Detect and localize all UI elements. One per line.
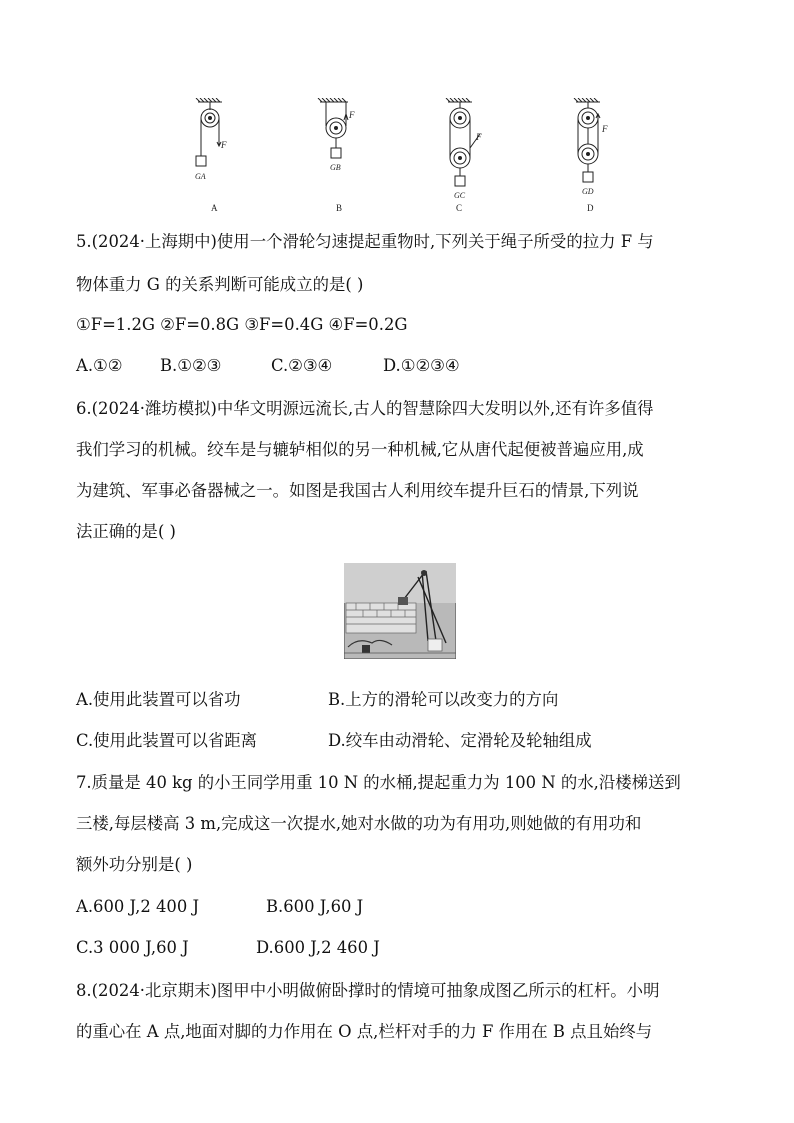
pulley-b <box>318 98 348 158</box>
q5-option-d: D.①②③④ <box>383 356 460 375</box>
pulley-a <box>196 98 222 166</box>
q8-stem-line2: 的重心在 A 点,地面对脚的力作用在 O 点,栏杆对手的力 F 作用在 B 点且始终与 <box>76 1022 653 1041</box>
q7-option-a: A.600 J,2 400 J <box>76 897 200 916</box>
q6-option-a: A.使用此装置可以省功 <box>76 690 241 709</box>
force-label-d: F <box>602 124 608 134</box>
figure-label-b: B <box>336 203 343 213</box>
q5-option-c: C.②③④ <box>271 356 333 375</box>
q6-option-d: D.绞车由动滑轮、定滑轮及轮轴组成 <box>328 731 592 750</box>
q5-stem-line2: 物体重力 G 的关系判断可能成立的是( ) <box>76 275 364 294</box>
figure-label-d: D <box>587 203 594 213</box>
q7-stem-line2: 三楼,每层楼高 3 m,完成这一次提水,她对水做的功为有用功,则她做的有用功和 <box>76 814 642 833</box>
figure-label-a: A <box>211 203 218 213</box>
figure-label-c: C <box>456 203 463 213</box>
pulley-diagram-figure <box>170 98 630 218</box>
weight-label-c: GC <box>454 191 466 200</box>
q6-stem-line1: 6.(2024·潍坊模拟)中华文明源远流长,古人的智慧除四大发明以外,还有许多值得 <box>76 399 654 418</box>
pulley-c <box>446 98 480 186</box>
q5-conditions: ①F=1.2G ②F=0.8G ③F=0.4G ④F=0.2G <box>76 315 408 334</box>
q6-option-b: B.上方的滑轮可以改变力的方向 <box>328 690 559 709</box>
q6-option-c: C.使用此装置可以省距离 <box>76 731 258 750</box>
q5-option-b: B.①②③ <box>160 356 222 375</box>
force-label-c: F <box>476 132 482 142</box>
q7-stem-line3: 额外功分别是( ) <box>76 855 193 874</box>
q5-stem-line1: 5.(2024·上海期中)使用一个滑轮匀速提起重物时,下列关于绳子所受的拉力 F 与 <box>76 232 654 251</box>
weight-label-b: GB <box>330 163 341 172</box>
q6-stem-line2: 我们学习的机械。绞车是与辘轳相似的另一种机械,它从唐代起便被普遍应用,成 <box>76 440 644 459</box>
winch-illustration <box>344 563 456 659</box>
q7-option-d: D.600 J,2 460 J <box>256 938 380 957</box>
q6-stem-line4: 法正确的是( ) <box>76 522 176 541</box>
force-label-a: F <box>221 140 227 150</box>
q7-stem-line1: 7.质量是 40 kg 的小王同学用重 10 N 的水桶,提起重力为 100 N 的水,沿楼梯送到 <box>76 773 681 792</box>
q7-option-c: C.3 000 J,60 J <box>76 938 189 957</box>
q6-stem-line3: 为建筑、军事必备器械之一。如图是我国古人利用绞车提升巨石的情景,下列说 <box>76 481 639 500</box>
force-label-b: F <box>349 110 355 120</box>
q8-stem-line1: 8.(2024·北京期末)图甲中小明做俯卧撑时的情境可抽象成图乙所示的杠杆。小明 <box>76 981 660 1000</box>
weight-label-a: GA <box>195 172 206 181</box>
q7-option-b: B.600 J,60 J <box>266 897 364 916</box>
q5-option-a: A.①② <box>76 356 123 375</box>
weight-label-d: GD <box>582 187 594 196</box>
pulley-d <box>574 98 600 182</box>
